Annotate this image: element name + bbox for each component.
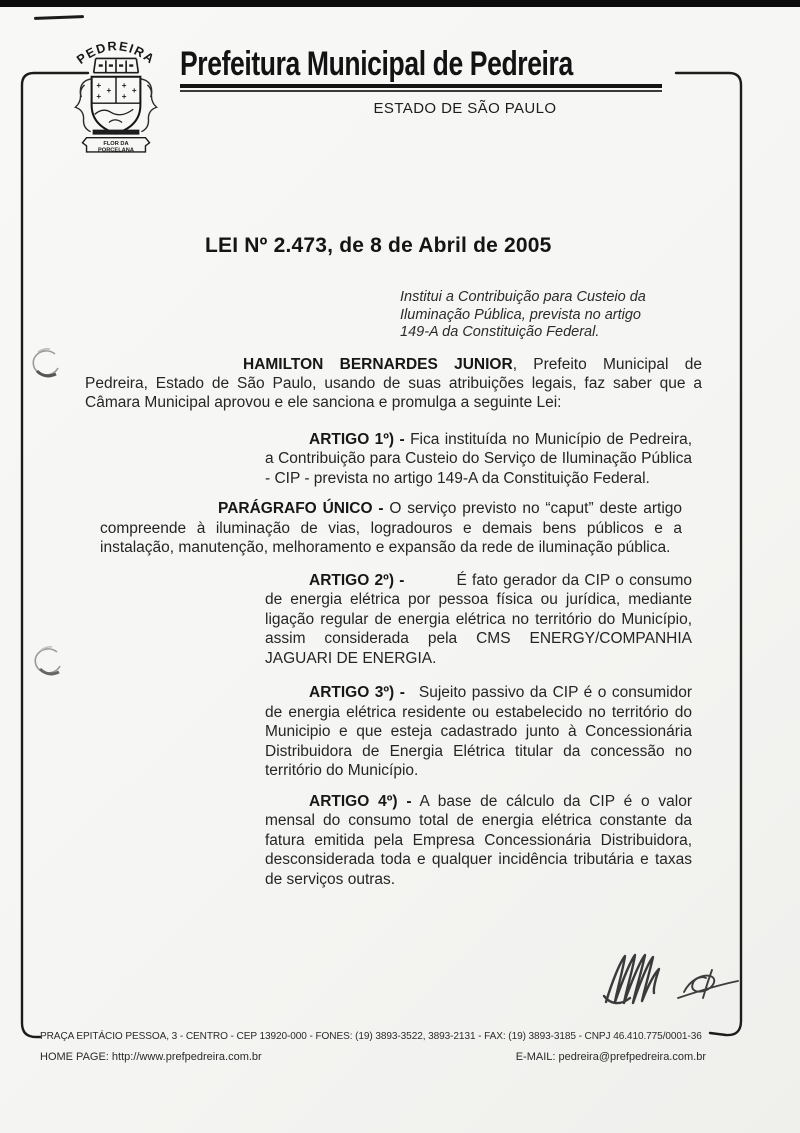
paragrafo-unico-text: O serviço previsto no “caput” deste artigo compreende à iluminação de vias, logradouros e demais bens públicos e a instalação, manutenção, melhoramento e expansão da rede de iluminação pública. bbox=[100, 500, 683, 556]
state-subtitle: ESTADO DE SÃO PAULO bbox=[373, 100, 557, 117]
svg-text:+: + bbox=[121, 92, 127, 102]
law-epigraph: Institui a Contribuição para Custeio da Iluminação Pública, prevista no artigo 149-A da Constituição Federal. bbox=[400, 289, 646, 340]
paragrafo-unico-paragraph bbox=[100, 499, 682, 558]
crest-arc-text: PEDREIRA bbox=[74, 39, 158, 67]
artigo-4-dash: - bbox=[406, 792, 412, 810]
artigo-1-text: Fica instituída no Município de Pedreira, a Contribuição para Custeio do Serviço de Iluminação Pública - CIP - prevista no artigo 149-A da Constituição Federal. bbox=[265, 430, 692, 487]
scan-mark-artifact bbox=[34, 15, 84, 20]
law-body bbox=[0, 234, 800, 889]
scan-edge-artifact bbox=[0, 0, 800, 7]
artigo-3-dash: - bbox=[399, 684, 405, 701]
law-title: LEI Nº 2.473, de 8 de Abril de 2005 bbox=[205, 234, 552, 257]
title-underline-rule bbox=[180, 84, 662, 92]
crest-motto-line1: FLOR DA bbox=[103, 140, 129, 147]
paragrafo-unico-label: PARÁGRAFO ÚNICO bbox=[218, 500, 373, 517]
artigo-4-label: ARTIGO 4º) bbox=[309, 792, 398, 810]
svg-text:+: + bbox=[96, 92, 102, 102]
artigo-3-paragraph bbox=[265, 683, 692, 781]
artigo-1-paragraph bbox=[265, 430, 692, 489]
pedreira-coat-of-arms-icon bbox=[62, 28, 170, 156]
artigo-4-text: A base de cálculo da CIP é o valor mensal do consumo total de energia elétrica constante da fatura emitida pela Empresa Concessionária Distribuidora, desconsiderada toda e qualquer incidência tributária e taxas de serviços outras. bbox=[265, 792, 693, 888]
footer-homepage: HOME PAGE: http://www.prefpedreira.com.br bbox=[40, 1051, 262, 1063]
municipality-title: Prefeitura Municipal de Pedreira bbox=[180, 45, 573, 83]
document-letterhead bbox=[180, 46, 662, 117]
svg-text:+: + bbox=[121, 80, 127, 90]
crest-motto-ribbon bbox=[82, 138, 149, 154]
svg-text:+: + bbox=[96, 80, 102, 90]
crest-mural-crown bbox=[94, 58, 139, 72]
paragrafo-unico-dash: - bbox=[378, 500, 384, 517]
artigo-3-label: ARTIGO 3º) bbox=[309, 684, 395, 701]
law-preamble bbox=[85, 355, 702, 412]
footer-address: PRAÇA EPITÁCIO PESSOA, 3 - CENTRO - CEP 13920-000 - FONES: (19) 3893-3522, 3893-2131 - FAX: (19) 3893-3185 - CNPJ 46.410.775/0001-36 bbox=[40, 1030, 702, 1042]
artigo-4-paragraph bbox=[265, 792, 692, 890]
artigo-1-dash: - bbox=[399, 430, 405, 448]
svg-text:+: + bbox=[131, 86, 137, 96]
artigo-1-label: ARTIGO 1º) bbox=[309, 430, 395, 448]
mayor-name: HAMILTON BERNARDES JUNIOR bbox=[243, 355, 513, 373]
svg-text:+: + bbox=[106, 86, 112, 96]
artigo-2-paragraph bbox=[265, 571, 692, 669]
artigo-2-label: ARTIGO 2º) bbox=[309, 571, 394, 589]
crest-motto-line2: PORCELANA bbox=[98, 147, 134, 154]
artigo-2-dash: - bbox=[399, 571, 405, 589]
artigo-2-text: É fato gerador da CIP o consumo de energia elétrica por pessoa física ou jurídica, mediante ligação regular de energia elétrica no território do Município, assim considerada pela CMS ENERGY/COMPANHIA JAGUARI DE ENERGIA. bbox=[265, 571, 692, 667]
footer-email: E-MAIL: pedreira@prefpedreira.com.br bbox=[515, 1051, 706, 1063]
artigo-3-text: Sujeito passivo da CIP é o consumidor de energia elétrica residente ou estabelecido no território do Municipio e que esteja cadastrado junto à Concessionária Distribuidora de Energia Elétrica titular da concessão no território do Município. bbox=[265, 684, 692, 779]
footer-contact-row bbox=[40, 1051, 706, 1063]
crest-base-strip bbox=[93, 130, 140, 135]
handwritten-signature bbox=[596, 936, 746, 1021]
preamble-text: , Prefeito Municipal de Pedreira, Estado de São Paulo, usando de suas atribuições legais, faz saber que a Câmara Municipal aprovou e ele sanciona e promulga a seguinte Lei: bbox=[85, 355, 702, 411]
crest-shield bbox=[92, 77, 141, 134]
